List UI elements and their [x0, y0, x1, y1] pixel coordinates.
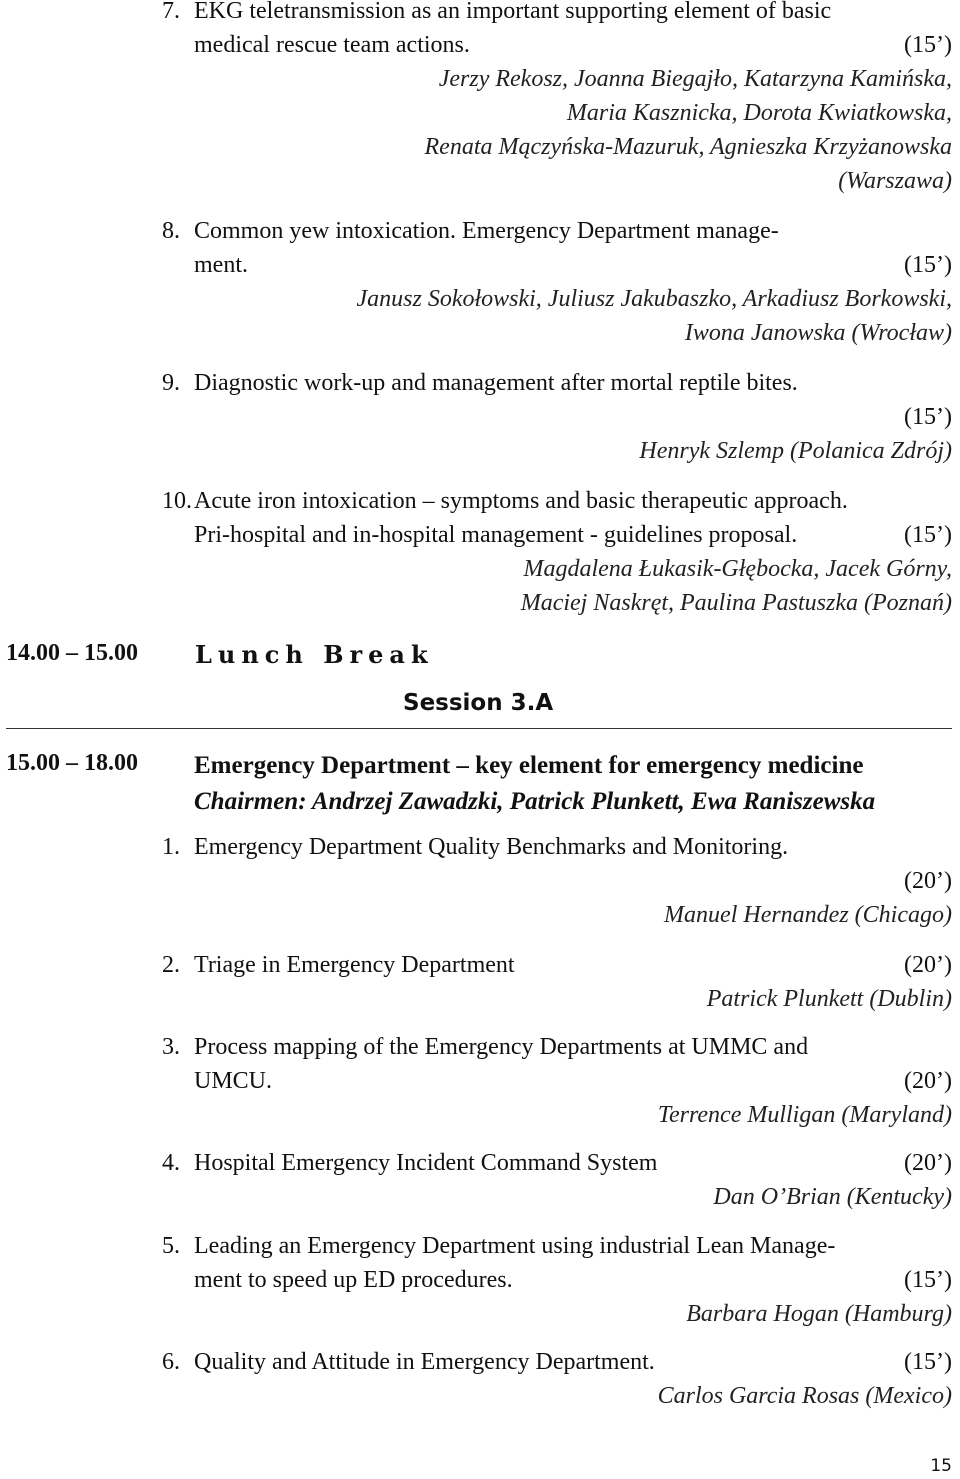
divider: [6, 728, 952, 729]
page-number: 15: [930, 1456, 952, 1476]
session-chairmen: Chairmen: Andrzej Zawadzki, Patrick Plunkett, Ewa Raniszewska: [194, 788, 876, 815]
talk-authors-line: Maciej Naskręt, Paulina Pastuszka (Poznań): [520, 590, 952, 616]
talk-number: 4.: [162, 1150, 180, 1176]
talk-title-line: Leading an Emergency Department using industrial Lean Manage-: [194, 1233, 836, 1259]
session-talk-1: [162, 830, 952, 932]
talk-title-line: Diagnostic work-up and management after mortal reptile bites.: [194, 370, 798, 396]
talk-duration: (15’): [904, 1349, 952, 1375]
talk-number: 3.: [162, 1034, 180, 1060]
session-talk-2: [162, 948, 952, 1016]
talk-number: 7.: [162, 0, 180, 24]
talk-title-line: ment.: [194, 252, 248, 278]
talk-authors-line: Manuel Hernandez (Chicago): [664, 902, 952, 928]
talk-title-line: Common yew intoxication. Emergency Department manage-: [194, 218, 779, 244]
talk-number: 6.: [162, 1349, 180, 1375]
talk-number: 10.: [162, 488, 192, 514]
talk-title-line: medical rescue team actions.: [194, 32, 470, 58]
talk-authors-line: Patrick Plunkett (Dublin): [706, 986, 952, 1012]
talk-title-line: Quality and Attitude in Emergency Department.: [194, 1349, 655, 1375]
talk-number: 5.: [162, 1233, 180, 1259]
talk-authors-line: Terrence Mulligan (Maryland): [657, 1102, 952, 1128]
talk-authors-line: Janusz Sokołowski, Juliusz Jakubaszko, Arkadiusz Borkowski,: [356, 286, 952, 312]
talk-duration: (20’): [904, 868, 952, 894]
talk-title-line: EKG teletransmission as an important supporting element of basic: [194, 0, 832, 24]
lunch-time: 14.00 – 15.00: [6, 640, 138, 666]
talk-10: [162, 484, 952, 620]
talk-authors-line: Barbara Hogan (Hamburg): [686, 1301, 952, 1327]
session-talk-6: [162, 1345, 952, 1413]
talk-duration: (15’): [904, 522, 952, 548]
talk-authors-line: Henryk Szlemp (Polanica Zdrój): [639, 438, 952, 464]
talk-duration: (15’): [904, 404, 952, 430]
session-title: Emergency Department – key element for emergency medicine: [194, 752, 864, 779]
talk-duration: (15’): [904, 32, 952, 58]
talk-title-line: UMCU.: [194, 1068, 273, 1094]
talk-title-line: ment to speed up ED procedures.: [194, 1267, 513, 1293]
lunch-label: Lunch Break: [195, 640, 434, 669]
talk-authors-line: Jerzy Rekosz, Joanna Biegajło, Katarzyna Kamińska,: [438, 66, 952, 92]
session-talk-3: [162, 1030, 952, 1132]
talk-title-line: Triage in Emergency Department: [194, 952, 515, 978]
session-talk-4: [162, 1146, 952, 1214]
talk-number: 9.: [162, 370, 180, 396]
talk-authors-line: Magdalena Łukasik-Głębocka, Jacek Górny,: [523, 556, 952, 582]
talk-authors-line: (Warszawa): [838, 168, 952, 194]
talk-title-line: Hospital Emergency Incident Command System: [194, 1150, 658, 1176]
session-talk-5: [162, 1229, 952, 1331]
talk-duration: (20’): [904, 952, 952, 978]
talk-number: 8.: [162, 218, 180, 244]
talk-duration: (20’): [904, 1150, 952, 1176]
session-block: [194, 748, 954, 820]
talk-duration: (15’): [904, 1267, 952, 1293]
talk-duration: (20’): [904, 1068, 952, 1094]
talk-title-line: Pri-hospital and in-hospital management - guidelines proposal.: [194, 522, 798, 548]
talk-title-line: Acute iron intoxication – symptoms and basic therapeutic approach.: [194, 488, 848, 514]
talk-duration: (15’): [904, 252, 952, 278]
talk-title-line: Emergency Department Quality Benchmarks and Monitoring.: [194, 834, 789, 860]
talk-number: 1.: [162, 834, 180, 860]
talk-title-line: Process mapping of the Emergency Departments at UMMC and: [194, 1034, 809, 1060]
talk-number: 2.: [162, 952, 180, 978]
talk-authors-line: Renata Mączyńska-Mazuruk, Agnieszka Krzyżanowska: [424, 134, 952, 160]
talk-7: [162, 0, 952, 198]
talk-authors-line: Maria Kasznicka, Dorota Kwiatkowska,: [566, 100, 952, 126]
talk-8: [162, 214, 952, 350]
talk-9: [162, 366, 952, 468]
talk-authors-line: Iwona Janowska (Wrocław): [684, 320, 952, 346]
talk-authors-line: Dan O’Brian (Kentucky): [713, 1184, 952, 1210]
talk-authors-line: Carlos Garcia Rosas (Mexico): [657, 1383, 952, 1409]
session-time: 15.00 – 18.00: [6, 750, 138, 776]
session-label: Session 3.A: [403, 690, 554, 716]
